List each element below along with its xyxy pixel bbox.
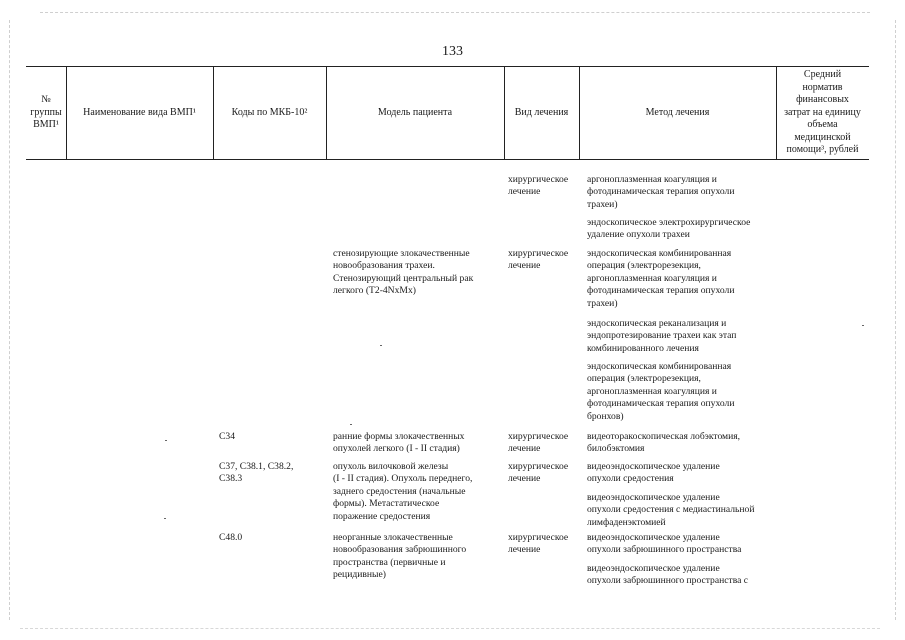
header-group-number (26, 67, 66, 159)
cell-line: эндоскопическое электрохирургическое (587, 217, 751, 228)
cell-line: опухоли забрюшинного пространства (587, 544, 742, 556)
cell-line: поражение средостения (333, 510, 431, 522)
cell-line: новообразования забрюшинного (333, 544, 467, 556)
cell-line: заднего средостения (начальные (333, 485, 466, 497)
cell-line: (I - II стадия). Опухоль переднего, (333, 473, 473, 485)
patient-model-cell (333, 532, 466, 582)
cell-line: ранние формы злокачественных (333, 431, 465, 442)
cell-line: неорганные злокачественные (333, 532, 453, 543)
cell-line: хирургическое (508, 532, 569, 543)
treatment-method-cell (587, 461, 720, 486)
header-text: Средний (803, 69, 842, 81)
treatment-method-cell (587, 318, 736, 355)
cell-line: хирургическое (508, 461, 569, 472)
cell-line: трахеи) (587, 198, 618, 210)
table-header (26, 66, 869, 160)
cell-line: лечение (508, 473, 541, 485)
scan-speck (862, 325, 864, 326)
cell-line: эндоскопическая комбинированная (587, 361, 732, 372)
cell-line: опухолей легкого (I - II стадия) (333, 443, 460, 455)
cell-line: лечение (508, 186, 541, 198)
cell-line: эндоскопическая реканализация и (587, 318, 727, 329)
treatment-type-cell (508, 248, 568, 273)
header-treatment-method: Метод лечения (645, 106, 710, 118)
scan-speck (165, 440, 167, 441)
scan-border-bottom (20, 628, 880, 629)
cell-line: лечение (508, 260, 541, 272)
header-treatment-type: Вид лечения (514, 106, 569, 118)
cell-line: фотодинамическая терапия опухоли (587, 285, 735, 297)
treatment-method-cell (587, 174, 734, 211)
cell-line: хирургическое (508, 248, 569, 259)
cell-line: операция (электрорезекция, (587, 260, 701, 272)
cell-line: опухоли забрюшинного пространства с (587, 575, 749, 587)
treatment-type-cell (508, 174, 568, 199)
cell-line: новообразования трахеи. (333, 260, 435, 272)
cell-line: видеоэндоскопическое удаление (587, 532, 720, 543)
icd-code-cell (219, 431, 235, 443)
header-text: помощи³, рублей (786, 144, 859, 156)
cell-line: видеоэндоскопическое удаление (587, 461, 720, 472)
cell-line: аргоноплазменная коагуляция и (587, 174, 717, 185)
cell-line: фотодинамическая терапия опухоли (587, 398, 735, 410)
treatment-method-cell (587, 248, 734, 310)
treatment-method-cell (587, 532, 741, 557)
cell-line: аргоноплазменная коагуляция и (587, 272, 717, 284)
page-number: 133 (442, 44, 463, 59)
header-text: затрат на единицу (784, 106, 861, 118)
cell-line: операция (электрорезекция, (587, 373, 701, 385)
header-patient-model: Модель пациента (377, 106, 453, 118)
cell-line: эндопротезирование трахеи как этап (587, 330, 737, 342)
cell-line: хирургическое (508, 431, 569, 442)
cell-line: трахеи) (587, 297, 618, 309)
cell-line: легкого (T2-4NxMx) (333, 285, 416, 297)
cell-line: аргоноплазменная коагуляция и (587, 385, 717, 397)
scan-speck (380, 345, 382, 346)
treatment-method-cell (587, 563, 748, 588)
cell-line: бронхов) (587, 410, 624, 422)
header-text: группы (30, 106, 62, 118)
scan-border-left (9, 20, 10, 620)
icd-code-cell (219, 532, 242, 544)
header-vmp-name: Наименование вида ВМП¹ (83, 106, 196, 118)
cell-line: Стенозирующий центральный рак (333, 272, 474, 284)
header-text: ВМП¹ (33, 119, 59, 131)
header-text: объема (807, 119, 838, 131)
scan-border-right (895, 20, 896, 620)
header-icd-codes: Коды по МКБ-10² (231, 106, 308, 118)
cell-line: фотодинамическая терапия опухоли (587, 186, 735, 198)
cell-line: опухоли средостения с медиастинальной (587, 504, 755, 516)
scan-speck (350, 424, 352, 425)
treatment-method-cell (587, 492, 754, 529)
header-text: норматив (802, 81, 843, 93)
patient-model-cell (333, 248, 473, 298)
cell-line: билобэктомия (587, 443, 645, 455)
cell-line: эндоскопическая комбинированная (587, 248, 732, 259)
header-cost-standard (776, 67, 869, 159)
treatment-method-cell (587, 361, 734, 423)
header-text: № (41, 94, 51, 106)
cell-line: формы). Метастатическое (333, 498, 440, 510)
cell-line: C37, C38.1, C38.2, (219, 461, 294, 472)
patient-model-cell (333, 461, 472, 523)
cell-line: видеоэндоскопическое удаление (587, 492, 720, 503)
cell-line: C48.0 (219, 532, 243, 543)
cell-line: лечение (508, 443, 541, 455)
cell-line: лимфаденэктомией (587, 516, 666, 528)
cell-line: комбинированного лечения (587, 342, 699, 354)
cell-line: видеоэндоскопическое удаление (587, 563, 720, 574)
treatment-type-cell (508, 461, 568, 486)
cell-line: C38.3 (219, 473, 243, 485)
cell-line: рецидивные) (333, 569, 386, 581)
scan-border-top (40, 12, 870, 13)
treatment-method-cell (587, 217, 750, 242)
cell-line: видеоторакоскопическая лобэктомия, (587, 431, 741, 442)
cell-line: стенозирующие злокачественные (333, 248, 470, 259)
cell-line: опухоль вилочковой железы (333, 461, 449, 472)
patient-model-cell (333, 431, 464, 456)
cell-line: опухоли средостения (587, 473, 674, 485)
cell-line: удаление опухоли трахеи (587, 229, 690, 241)
icd-code-cell (219, 461, 293, 486)
treatment-type-cell (508, 431, 568, 456)
cell-line: хирургическое (508, 174, 569, 185)
cell-line: пространства (первичные и (333, 556, 446, 568)
cell-line: C34 (219, 431, 235, 442)
cell-line: лечение (508, 544, 541, 556)
scan-speck (164, 518, 166, 519)
header-text: медицинской (794, 131, 851, 143)
treatment-method-cell (587, 431, 740, 456)
header-text: финансовых (796, 94, 849, 106)
treatment-type-cell (508, 532, 568, 557)
